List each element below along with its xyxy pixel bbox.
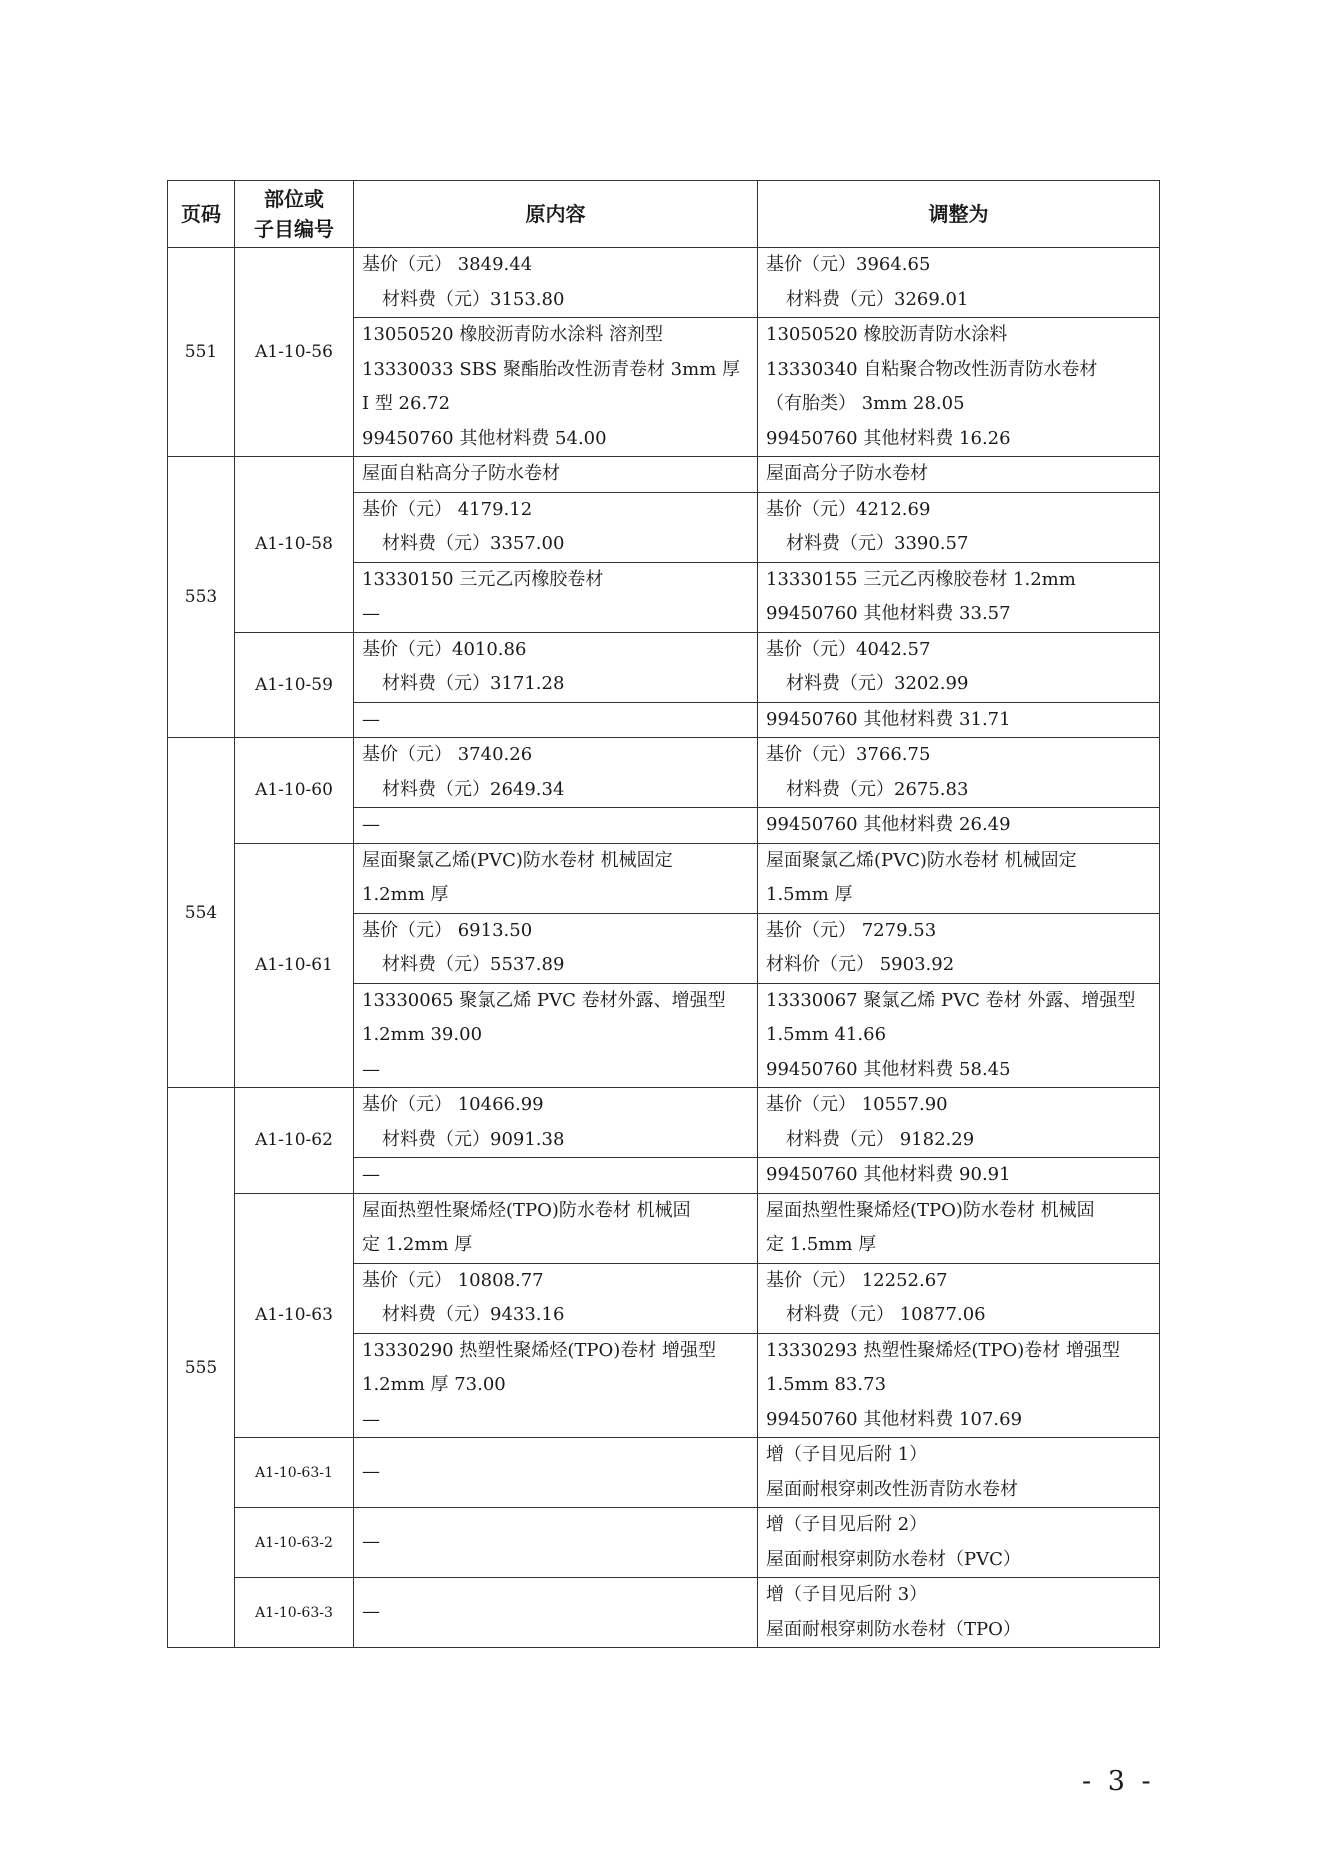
table-row [168,248,1160,318]
adjusted-cell [758,1193,1160,1263]
content-line: 13330033 SBS 聚酯胎改性沥青卷材 3mm 厚 [362,358,740,380]
content-line: 屋面热塑性聚烯烃(TPO)防水卷材 机械固 [766,1199,1095,1221]
item-code-cell: A1-10-63-3 [235,1578,354,1648]
content-line: 13050520 橡胶沥青防水涂料 [766,324,1008,345]
adjusted-cell [758,738,1160,808]
header-page: 页码 [168,181,235,248]
content-line: 基价（元） 6913.50 [362,919,533,941]
adjustment-table [167,180,1160,1648]
table-row [168,457,1160,493]
adjusted-cell [758,457,1160,493]
original-cell [354,318,758,457]
adjusted-cell [758,843,1160,913]
table-row [168,1508,1160,1578]
original-cell [354,632,758,702]
original-cell [354,248,758,318]
content-line: 屋面聚氯乙烯(PVC)防水卷材 机械固定 [362,849,673,871]
content-line: I 型 26.72 [362,393,451,414]
content-line: — [362,1531,380,1553]
original-cell [354,808,758,844]
content-line: 材料费（元）9433.16 [382,1304,565,1325]
content-line: 99450760 其他材料费 58.45 [766,1058,1011,1080]
content-line: 增（子目见后附 2） [766,1514,928,1535]
content-line: 99450760 其他材料费 54.00 [362,427,607,449]
original-cell [354,738,758,808]
content-line: 材料费（元） 10877.06 [786,1304,986,1325]
content-line: 1.2mm 厚 73.00 [362,1374,506,1395]
content-line: 材料费（元）2649.34 [382,778,565,800]
content-line: 材料费（元）3269.01 [786,288,969,310]
content-line: 13330293 热塑性聚烯烃(TPO)卷材 增强型 [766,1339,1120,1361]
content-line: 基价（元） 10557.90 [766,1094,948,1115]
original-cell [354,913,758,983]
content-line: 基价（元） 10808.77 [362,1269,544,1291]
adjusted-cell [758,492,1160,562]
content-line: 屋面聚氯乙烯(PVC)防水卷材 机械固定 [766,849,1077,871]
adjusted-cell [758,1263,1160,1333]
content-line: — [362,603,380,624]
content-line: 1.5mm 83.73 [766,1374,887,1395]
table-row [168,632,1160,702]
adjusted-cell [758,318,1160,457]
table-row [168,1193,1160,1263]
content-line: 屋面自粘高分子防水卷材 [362,463,560,484]
original-cell [354,1333,758,1438]
header-code-line2: 子目编号 [254,217,334,241]
content-line: 基价（元） 12252.67 [766,1269,948,1291]
item-code-cell: A1-10-63-2 [235,1508,354,1578]
original-cell [354,1508,758,1578]
content-line: — [362,708,380,730]
content-line: 1.5mm 厚 [766,884,853,905]
page-number: - 3 - [1082,1766,1155,1797]
adjusted-cell [758,1578,1160,1648]
content-line: — [362,814,380,835]
content-line: 13330150 三元乙丙橡胶卷材 [362,568,604,590]
content-line: 材料费（元）3202.99 [786,673,969,694]
item-code-cell: A1-10-58 [235,457,354,633]
item-code-cell: A1-10-56 [235,248,354,457]
page-number-cell: 551 [168,248,235,457]
content-line: 基价（元） 7279.53 [766,919,937,941]
adjusted-cell [758,983,1160,1088]
content-line: 定 1.5mm 厚 [766,1234,877,1255]
content-line: 1.2mm 39.00 [362,1024,483,1045]
content-line: 基价（元）3766.75 [766,744,931,765]
content-line: 13050520 橡胶沥青防水涂料 溶剂型 [362,324,664,345]
table-row [168,1578,1160,1648]
content-line: 屋面高分子防水卷材 [766,463,928,484]
content-line: 增（子目见后附 1） [766,1444,928,1465]
original-cell [354,1088,758,1158]
content-line: 99450760 其他材料费 33.57 [766,603,1011,624]
header-row [168,181,1160,248]
content-line: 1.5mm 41.66 [766,1024,887,1045]
table-row [168,1438,1160,1508]
content-line: （有胎类） 3mm 28.05 [766,393,965,414]
content-line: 13330290 热塑性聚烯烃(TPO)卷材 增强型 [362,1339,716,1361]
header-adjusted: 调整为 [758,181,1160,248]
original-cell [354,457,758,493]
content-line: 材料费（元）9091.38 [382,1128,565,1150]
original-cell [354,983,758,1088]
original-cell [354,702,758,738]
original-cell [354,843,758,913]
table-row [168,1088,1160,1158]
header-original: 原内容 [354,181,758,248]
content-line: 材料费（元） 9182.29 [786,1128,975,1150]
content-line: 基价（元）3964.65 [766,254,931,275]
content-line: — [362,1408,380,1430]
page-number-cell: 554 [168,738,235,1088]
content-line: 基价（元） 4179.12 [362,498,533,520]
content-line: 1.2mm 厚 [362,884,449,905]
content-line: 材料费（元）2675.83 [786,778,969,800]
content-line: 13330340 自粘聚合物改性沥青防水卷材 [766,358,1098,380]
table-row [168,843,1160,913]
item-code-cell: A1-10-59 [235,632,354,738]
content-line: 屋面耐根穿刺防水卷材（PVC） [766,1548,1021,1570]
original-cell [354,1263,758,1333]
item-code-cell: A1-10-60 [235,738,354,844]
content-line: — [362,1601,380,1623]
original-cell [354,492,758,562]
content-line: 屋面耐根穿刺改性沥青防水卷材 [766,1478,1018,1500]
content-line: 材料费（元）5537.89 [382,954,565,975]
adjusted-cell [758,702,1160,738]
content-line: 99450760 其他材料费 31.71 [766,708,1011,730]
original-cell [354,1158,758,1194]
content-line: 13330067 聚氯乙烯 PVC 卷材 外露、增强型 [766,989,1136,1011]
original-cell [354,1438,758,1508]
content-line: 13330155 三元乙丙橡胶卷材 1.2mm [766,568,1076,590]
content-line: 屋面热塑性聚烯烃(TPO)防水卷材 机械固 [362,1199,691,1221]
item-code-cell: A1-10-61 [235,843,354,1088]
adjusted-cell [758,1438,1160,1508]
adjusted-cell [758,913,1160,983]
content-line: 材料价（元） 5903.92 [766,954,955,975]
original-cell [354,562,758,632]
content-line: 基价（元）4212.69 [766,498,931,520]
header-code [235,181,354,248]
content-line: 基价（元）4042.57 [766,638,931,660]
content-line: 增（子目见后附 3） [766,1584,928,1605]
adjusted-cell [758,808,1160,844]
content-line: 材料费（元）3357.00 [382,533,565,554]
item-code-cell: A1-10-62 [235,1088,354,1194]
content-line: 屋面耐根穿刺防水卷材（TPO） [766,1618,1021,1640]
adjusted-cell [758,248,1160,318]
content-line: 99450760 其他材料费 90.91 [766,1164,1011,1185]
header-code-line1: 部位或 [264,187,324,211]
content-line: 基价（元） 3849.44 [362,254,533,275]
content-line: 材料费（元）3390.57 [786,533,969,554]
content-line: 13330065 聚氯乙烯 PVC 卷材外露、增强型 [362,989,726,1011]
page-number-cell: 553 [168,457,235,738]
content-line: 定 1.2mm 厚 [362,1234,473,1255]
adjusted-cell [758,1088,1160,1158]
adjusted-cell [758,632,1160,702]
adjusted-cell [758,1158,1160,1194]
content-line: 基价（元） 3740.26 [362,744,533,765]
original-cell [354,1578,758,1648]
content-line: — [362,1164,380,1185]
content-line: — [362,1058,380,1080]
adjusted-cell [758,562,1160,632]
adjusted-cell [758,1333,1160,1438]
content-line: 99450760 其他材料费 16.26 [766,427,1011,449]
content-line: 材料费（元）3153.80 [382,288,565,310]
item-code-cell: A1-10-63 [235,1193,354,1438]
original-cell [354,1193,758,1263]
content-line: 材料费（元）3171.28 [382,673,565,694]
item-code-cell: A1-10-63-1 [235,1438,354,1508]
content-line: 99450760 其他材料费 26.49 [766,814,1011,835]
page-number-cell: 555 [168,1088,235,1648]
content-line: — [362,1461,380,1483]
content-line: 基价（元） 10466.99 [362,1094,544,1115]
content-line: 99450760 其他材料费 107.69 [766,1408,1023,1430]
table-row [168,738,1160,808]
adjusted-cell [758,1508,1160,1578]
content-line: 基价（元）4010.86 [362,638,527,660]
